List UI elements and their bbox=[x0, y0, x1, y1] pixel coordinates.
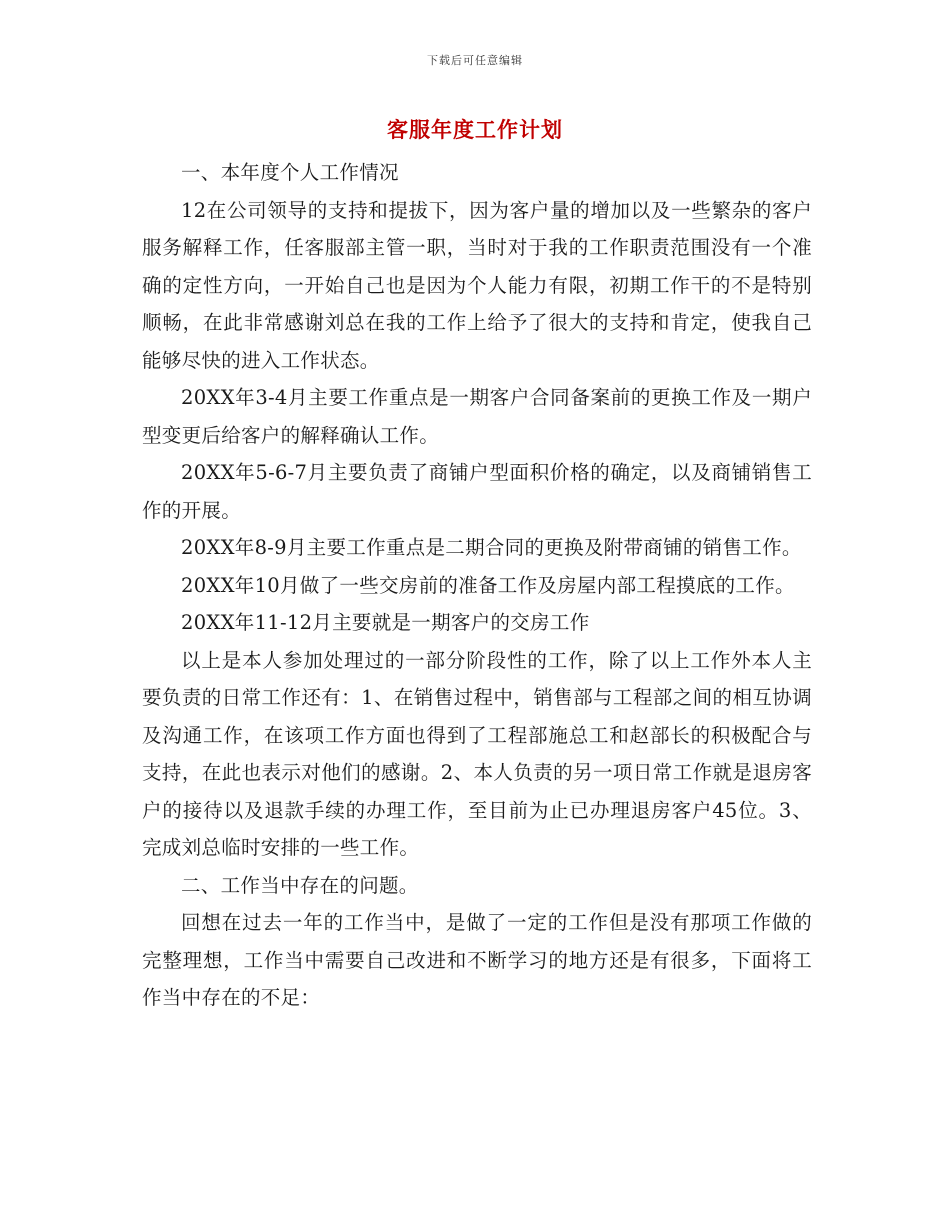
section-heading-2: 二、工作当中存在的问题。 bbox=[181, 873, 419, 897]
paragraph: 20XX年5-6-7月主要负责了商铺户型面积价格的确定，以及商铺销售工作的开展。 bbox=[142, 461, 812, 522]
section-heading-1: 一、本年度个人工作情况 bbox=[181, 161, 399, 184]
paragraph: 以上是本人参加处理过的一部分阶段性的工作，除了以上工作外本人主要负责的日常工作还有：1、在销售过程中，销售部与工程部之间的相互协调及沟通工作，在该项工作方面也得到了工程部施总工和赵部长的积极配合与支持，在此也表示对他们的感谢。2、本人负责的另一项日常工作就是退房客户的接待以及退款手续的办理工作，至目前为止已办理退房客户45位。3、完成刘总临时安排的一些工作。 bbox=[142, 648, 812, 859]
header-note: 下载后可任意编辑 bbox=[427, 54, 523, 67]
paragraph: 20XX年3-4月主要工作重点是一期客户合同备案前的更换工作及一期户型变更后给客户的解释确认工作。 bbox=[142, 386, 812, 447]
paragraph: 回想在过去一年的工作当中，是做了一定的工作但是没有那项工作做的完整理想，工作当中需要自己改进和不断学习的地方还是有很多，下面将工作当中存在的不足： bbox=[142, 911, 812, 1009]
document-body bbox=[142, 154, 812, 1017]
paragraph: 20XX年8-9月主要工作重点是二期合同的更换及附带商铺的销售工作。 bbox=[181, 536, 802, 559]
paragraph: 12在公司领导的支持和提拔下，因为客户量的增加以及一些繁杂的客户服务解释工作，任客服部主管一职，当时对于我的工作职责范围没有一个准确的定性方向，一开始自己也是因为个人能力有限，初期工作干的不是特别顺畅，在此非常感谢刘总在我的工作上给予了很大的支持和肯定，使我自己能够尽快的进入工作状态。 bbox=[142, 198, 812, 372]
document-title: 客服年度工作计划 bbox=[387, 117, 563, 142]
paragraph: 20XX年10月做了一些交房前的准备工作及房屋内部工程摸底的工作。 bbox=[181, 573, 795, 597]
paragraph: 20XX年11-12月主要就是一期客户的交房工作 bbox=[181, 611, 590, 634]
